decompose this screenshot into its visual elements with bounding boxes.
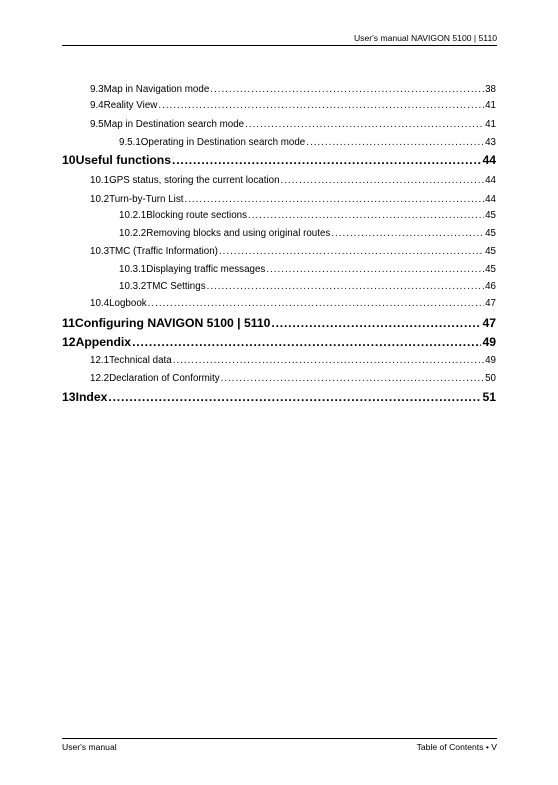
toc-number: 10.4: [90, 298, 110, 309]
toc-title: Reality View: [103, 100, 158, 111]
toc-page: 41: [485, 100, 496, 111]
toc-title: TMC Settings: [146, 281, 206, 292]
toc-page: 51: [482, 390, 496, 404]
toc-page: 41: [485, 119, 496, 130]
toc-leader-dots: [281, 175, 485, 187]
toc-entry[interactable]: [90, 373, 496, 385]
footer-right: Table of Contents • V: [416, 742, 497, 752]
toc-title: Index: [75, 390, 108, 404]
toc-entry-chapter[interactable]: [62, 335, 496, 350]
toc-leader-dots: [245, 119, 484, 131]
toc-leader-dots: [248, 210, 484, 222]
toc-entry[interactable]: [119, 228, 496, 240]
toc-title: TMC (Traffic Information): [109, 246, 218, 257]
toc-entry[interactable]: [90, 175, 496, 187]
toc-number: 10.1: [90, 175, 110, 186]
toc-entry[interactable]: [90, 298, 496, 310]
toc-leader-dots: [221, 373, 484, 385]
toc-number: 10.2: [90, 194, 110, 205]
toc-title: Operating in Destination search mode: [140, 137, 306, 148]
footer-left: User's manual: [62, 742, 117, 752]
toc-title: Map in Destination search mode: [103, 119, 245, 130]
toc-number: 9.5: [90, 119, 104, 130]
toc-number: 10: [62, 153, 76, 167]
toc-number: 9.3: [90, 84, 104, 95]
toc-entry[interactable]: [119, 137, 496, 149]
toc-leader-dots: [172, 153, 481, 168]
toc-leader-dots: [132, 335, 481, 350]
toc-leader-dots: [306, 137, 484, 149]
toc-leader-dots: [271, 316, 481, 331]
toc-page: 50: [485, 373, 496, 384]
toc-page: 45: [485, 246, 496, 257]
toc-title: Useful functions: [75, 153, 172, 167]
toc-entry[interactable]: [90, 194, 496, 206]
toc-entry[interactable]: [90, 100, 496, 112]
toc-number: 9.5.1: [119, 137, 141, 148]
toc-title: GPS status, storing the current location: [109, 175, 280, 186]
toc-leader-dots: [219, 246, 484, 258]
toc-leader-dots: [266, 264, 484, 276]
toc-leader-dots: [210, 84, 484, 96]
toc-page: 49: [485, 355, 496, 366]
toc-entry[interactable]: [90, 84, 496, 96]
toc-entry[interactable]: [119, 264, 496, 276]
toc-entry-chapter[interactable]: [62, 153, 496, 168]
toc-title: Removing blocks and using original routes: [146, 228, 331, 239]
toc-title: Appendix: [75, 335, 132, 349]
toc-leader-dots: [158, 100, 484, 112]
toc-leader-dots: [148, 298, 484, 310]
toc-number: 11: [62, 316, 75, 330]
toc-number: 12.1: [90, 355, 110, 366]
toc-leader-dots: [184, 194, 484, 206]
toc-number: 10.2.2: [119, 228, 147, 239]
toc-entry[interactable]: [119, 281, 496, 293]
toc-page: 45: [485, 228, 496, 239]
toc-number: 10.3.1: [119, 264, 147, 275]
toc-number: 12: [62, 335, 76, 349]
toc-leader-dots: [108, 390, 481, 405]
toc-number: 10.2.1: [119, 210, 147, 221]
toc-title: Blocking route sections: [146, 210, 247, 221]
toc-page: 44: [485, 175, 496, 186]
toc-leader-dots: [173, 355, 484, 367]
toc-title: Displaying traffic messages: [146, 264, 266, 275]
toc-title: Turn-by-Turn List: [109, 194, 184, 205]
toc-number: 13: [62, 390, 76, 404]
header-rule: [62, 45, 497, 46]
toc-page: 45: [485, 210, 496, 221]
toc-title: Declaration of Conformity: [109, 373, 220, 384]
toc-title: Logbook: [109, 298, 147, 309]
toc-entry[interactable]: [90, 119, 496, 131]
toc-number: 9.4: [90, 100, 104, 111]
toc-page: 44: [485, 194, 496, 205]
toc-page: 38: [485, 84, 496, 95]
toc-page: 47: [485, 298, 496, 309]
toc-page: 49: [482, 335, 496, 349]
toc-entry[interactable]: [119, 210, 496, 222]
toc-number: 10.3.2: [119, 281, 147, 292]
toc-page: 47: [482, 316, 496, 330]
toc-page: 43: [485, 137, 496, 148]
toc-title: Configuring NAVIGON 5100 | 5110: [74, 316, 271, 330]
toc-entry[interactable]: [90, 246, 496, 258]
toc-title: Map in Navigation mode: [103, 84, 210, 95]
running-header: User's manual NAVIGON 5100 | 5110: [353, 33, 497, 43]
toc-page: 44: [482, 153, 496, 167]
toc-leader-dots: [207, 281, 485, 293]
footer-rule: [62, 738, 497, 739]
toc-page: 45: [485, 264, 496, 275]
toc-leader-dots: [331, 228, 484, 240]
toc-number: 12.2: [90, 373, 110, 384]
toc-page: 46: [485, 281, 496, 292]
toc-entry[interactable]: [90, 355, 496, 367]
toc-number: 10.3: [90, 246, 110, 257]
toc-entry-chapter[interactable]: [62, 316, 496, 331]
toc-entry-chapter[interactable]: [62, 390, 496, 405]
toc-title: Technical data: [109, 355, 172, 366]
